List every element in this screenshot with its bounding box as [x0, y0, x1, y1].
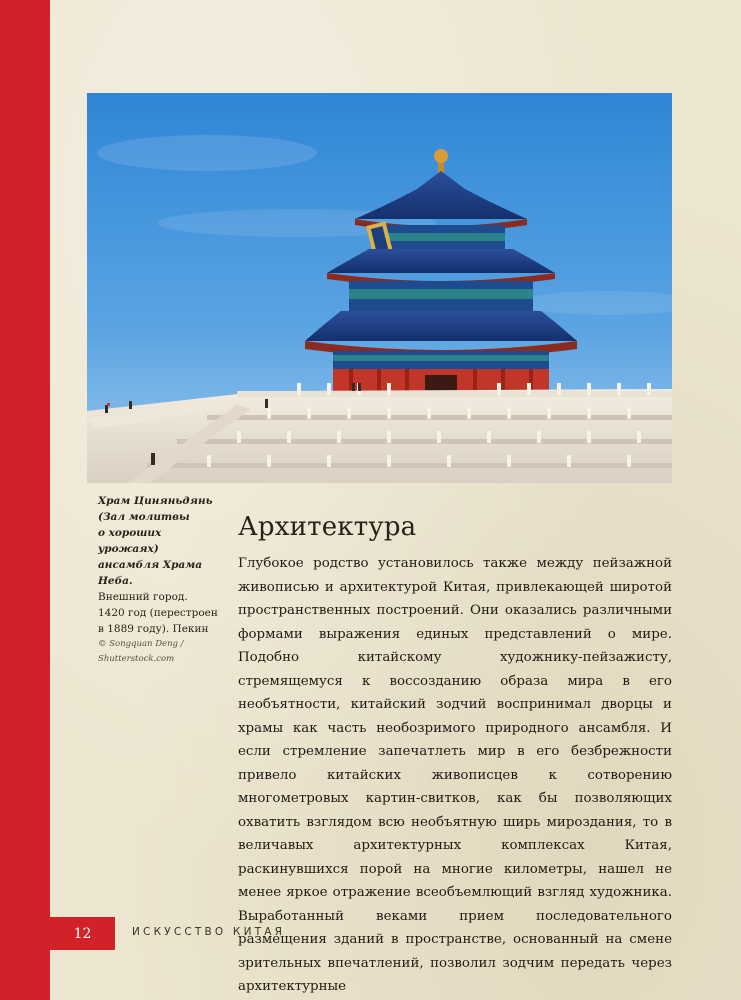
caption-detail-line: 1420 год (перестроен — [98, 607, 218, 619]
caption-detail-line: в 1889 году). Пекин — [98, 623, 209, 635]
caption-title-line: ансамбля Храма Неба. — [98, 559, 202, 587]
caption-detail-line: Внешний город. — [98, 591, 188, 603]
section-heading: Архитектура — [238, 512, 417, 542]
running-title: ИСКУССТВО КИТАЯ — [132, 926, 286, 938]
photo-caption — [98, 493, 220, 667]
caption-title-line: Храм Циняньдянь — [98, 495, 213, 507]
photo-credit: Shutterstock.com — [98, 654, 175, 664]
caption-title-line: (Зал молитвы — [98, 511, 190, 523]
body-paragraph: Глубокое родство установилось также между пейзажной живописью и архитектурой Китая, привлекающей широтой пространственных построений. Они оказались различными формами выражения единых представлений о мире. Подобно китайскому художнику-пейзажисту, стремящемуся к воссозданию образа мира в его необъятности, китайский зодчий воспринимал дворцы и храмы как часть необозримого природного ансамбля. И если стремление запечатлеть мир в его безбрежности привело китайских живописцев к сотворению многометровых картин-свитков, как бы позволяющих охватить взглядом всю необъятную ширь мироздания, то в величавых архитектурных комплексах Китая, раскинувшихся порой на многие километры, нашел не менее яркое отражение всеобъемлющий взгляд художника. Выработанный веками прием последовательного размещения зданий в пространстве, основанный на смене зрительных впечатлений, позволил зодчим передать через архитектурные — [238, 556, 672, 994]
photo-credit: © Songquan Deng / — [98, 639, 184, 649]
page-number: 12 — [50, 917, 115, 950]
red-margin-strip — [0, 0, 50, 1000]
caption-title-line: о хороших урожаях) — [98, 527, 162, 555]
temple-of-heaven-photo — [87, 93, 672, 483]
